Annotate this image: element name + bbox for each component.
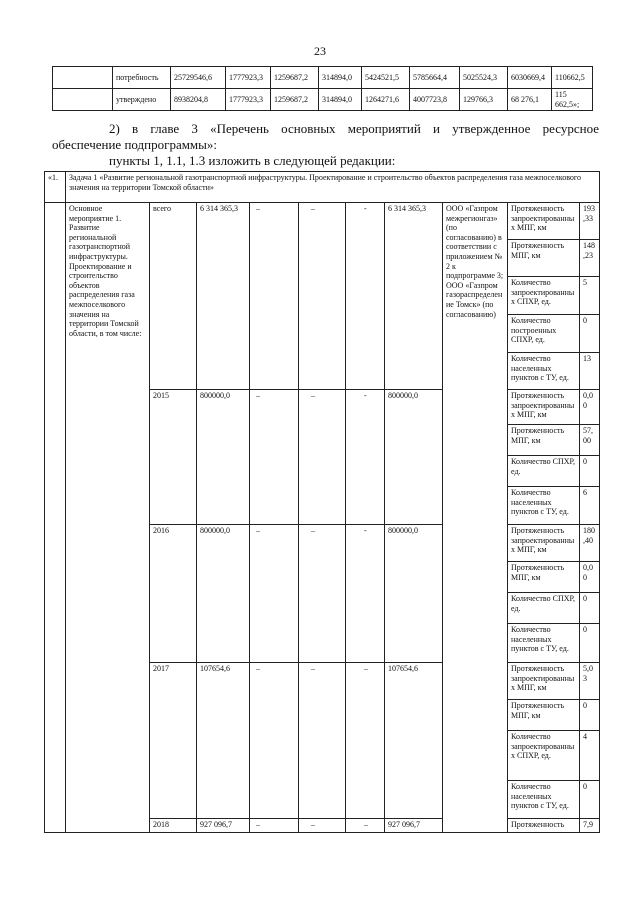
- regional-amount: –: [299, 203, 346, 390]
- row-label: потребность: [113, 67, 171, 89]
- year-cell: 2018: [150, 819, 197, 833]
- indicator-name: Количество населенных пунктов с ТУ, ед.: [508, 353, 580, 390]
- total-amount: 800000,0: [197, 390, 250, 525]
- indicator-name: Протяженность МПГ, км: [508, 240, 580, 277]
- federal-amount: –: [250, 819, 299, 833]
- indicator-value: 0,00: [580, 390, 600, 425]
- indicator-name: Количество СПХР, ед.: [508, 456, 580, 487]
- indicator-name: Количество населенных пунктов с ТУ, ед.: [508, 487, 580, 525]
- cell: 5424521,5: [362, 67, 410, 89]
- regional-amount: –: [299, 525, 346, 663]
- cell: 314894,0: [319, 89, 362, 111]
- indicator-value: 5: [580, 277, 600, 315]
- row-number-empty: [45, 203, 66, 833]
- cell: 1259687,2: [271, 67, 319, 89]
- federal-amount: –: [250, 663, 299, 819]
- indicator-value: 148,23: [580, 240, 600, 277]
- page-number: 23: [314, 44, 326, 58]
- regional-amount: –: [299, 663, 346, 819]
- indicator-value: 13: [580, 353, 600, 390]
- indicator-name: Протяженность МПГ, км: [508, 700, 580, 731]
- indicator-name: Протяженность: [508, 819, 580, 833]
- empty-cell: [53, 67, 113, 89]
- regional-amount: –: [299, 390, 346, 525]
- indicator-name: Количество населенных пунктов с ТУ, ед.: [508, 781, 580, 819]
- empty-cell: [53, 89, 113, 111]
- regional-amount: –: [299, 819, 346, 833]
- indicator-value: 0: [580, 700, 600, 731]
- cell: 110662,5: [552, 67, 593, 89]
- total-amount: 6 314 365,3: [197, 203, 250, 390]
- task-title: Задача 1 «Развитие региональной газотранспортной инфраструктуры. Проектирование и строительство объектов распределения газа межпоселкового значения на территории Томской области»: [66, 172, 600, 203]
- indicator-name: Протяженность запроектированных МПГ, км: [508, 390, 580, 425]
- cell: 1777923,3: [226, 89, 271, 111]
- task-row: [45, 172, 600, 203]
- local-amount: –: [346, 663, 385, 819]
- indicator-name: Протяженность МПГ, км: [508, 562, 580, 593]
- indicator-name: Протяженность запроектированных МПГ, км: [508, 663, 580, 700]
- cell: 6030669,4: [508, 67, 552, 89]
- indicator-name: Протяженность МПГ, км: [508, 425, 580, 456]
- local-amount: –: [346, 819, 385, 833]
- local-amount: -: [346, 390, 385, 525]
- indicator-value: 5,03: [580, 663, 600, 700]
- top-table-row: [53, 67, 593, 89]
- other-sources-amount: 800000,0: [385, 390, 443, 525]
- other-sources-amount: 927 096,7: [385, 819, 443, 833]
- cell: 129766,3: [460, 89, 508, 111]
- indicator-name: Количество построенных СПХР, ед.: [508, 315, 580, 353]
- indicator-value: 6: [580, 487, 600, 525]
- paragraph-resource-provision: обеспечение подпрограммы»:: [52, 137, 218, 152]
- indicator-value: 0: [580, 456, 600, 487]
- indicator-name: Количество запроектированных СПХР, ед.: [508, 277, 580, 315]
- indicator-value: 0,00: [580, 562, 600, 593]
- executor-description: ООО «Газпром межрегионгаз» (по согласованию) в соответствии с приложением № 2 к подпрограмме 3; ООО «Газпром газораспределение Томск» (по согласованию): [443, 203, 508, 833]
- cell: 4007723,8: [410, 89, 460, 111]
- indicator-value: 0: [580, 781, 600, 819]
- row-label: утверждено: [113, 89, 171, 111]
- other-sources-amount: 6 314 365,3: [385, 203, 443, 390]
- paragraph-items-edit: пункты 1, 1.1, 1.3 изложить в следующей редакции:: [109, 153, 396, 168]
- local-amount: -: [346, 203, 385, 390]
- local-amount: -: [346, 525, 385, 663]
- federal-amount: –: [250, 390, 299, 525]
- indicator-name: Количество запроектированных СПХР, ед.: [508, 731, 580, 781]
- year-cell: всего: [150, 203, 197, 390]
- indicator-value: 0: [580, 315, 600, 353]
- indicator-value: 0: [580, 593, 600, 624]
- cell: 68 276,1: [508, 89, 552, 111]
- main-table: [44, 171, 600, 833]
- cell: 1264271,6: [362, 89, 410, 111]
- total-amount: 107654,6: [197, 663, 250, 819]
- indicator-name: Количество СПХР, ед.: [508, 593, 580, 624]
- indicator-value: 193,33: [580, 203, 600, 240]
- federal-amount: –: [250, 525, 299, 663]
- total-amount: 800000,0: [197, 525, 250, 663]
- activity-description: Основное мероприятие 1. Развитие региональной газотранспортной инфраструктуры. Проектирование и строительство объектов распределения газа межпоселкового значения на территории Томской области, в том числе:: [66, 203, 150, 833]
- indicator-name: Протяженность запроектированных МПГ, км: [508, 525, 580, 562]
- indicator-name: Количество населенных пунктов с ТУ, ед.: [508, 624, 580, 663]
- indicator-name: Протяженность запроектированных МПГ, км: [508, 203, 580, 240]
- cell: 1259687,2: [271, 89, 319, 111]
- top-table: [52, 66, 593, 111]
- cell: 5785664,4: [410, 67, 460, 89]
- indicator-value: 57,00: [580, 425, 600, 456]
- year-cell: 2016: [150, 525, 197, 663]
- indicator-value: 7,9: [580, 819, 600, 833]
- cell: 1777923,3: [226, 67, 271, 89]
- table-row: [45, 203, 600, 240]
- year-cell: 2017: [150, 663, 197, 819]
- top-table-row: [53, 89, 593, 111]
- paragraph-chapter-3: 2) в главе 3 «Перечень основных мероприятий и утвержденное ресурсное: [109, 121, 599, 136]
- cell: 314894,0: [319, 67, 362, 89]
- indicator-value: 0: [580, 624, 600, 663]
- other-sources-amount: 800000,0: [385, 525, 443, 663]
- year-cell: 2015: [150, 390, 197, 525]
- cell: 5025524,3: [460, 67, 508, 89]
- cell: 115 662,5»;: [552, 89, 593, 111]
- federal-amount: –: [250, 203, 299, 390]
- other-sources-amount: 107654,6: [385, 663, 443, 819]
- cell: 25729546,6: [171, 67, 226, 89]
- total-amount: 927 096,7: [197, 819, 250, 833]
- row-number: «1.: [45, 172, 66, 203]
- cell: 8938204,8: [171, 89, 226, 111]
- indicator-value: 4: [580, 731, 600, 781]
- indicator-value: 180,40: [580, 525, 600, 562]
